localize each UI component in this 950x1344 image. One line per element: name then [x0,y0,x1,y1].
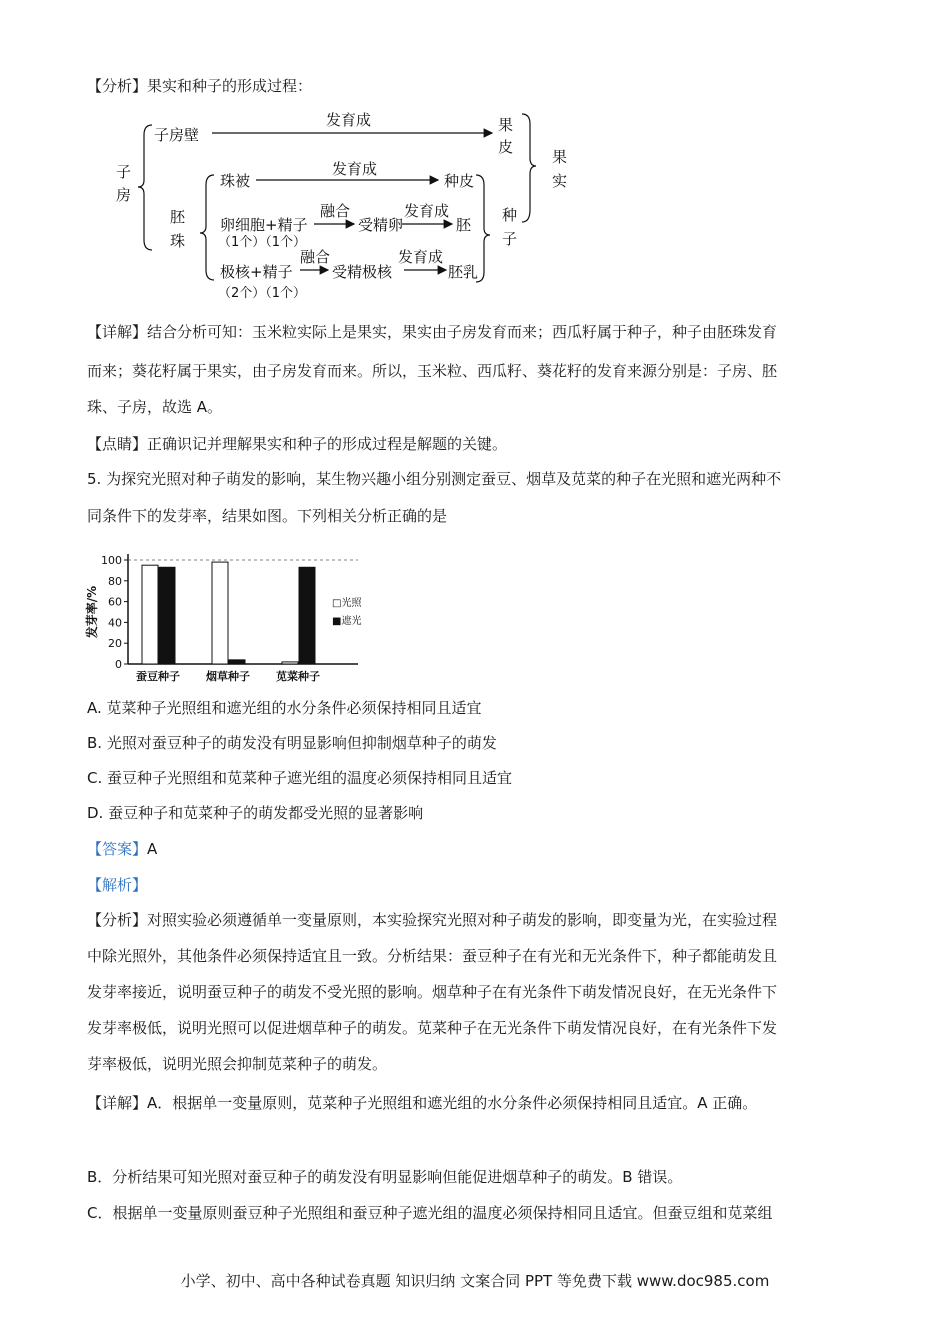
y-axis-label: 发芽率/% [85,585,99,639]
detail2-line-2: B．分析结果可知光照对蚕豆种子的萌发没有明显影响但能促进烟草种子的萌发。B 错误。 [87,1168,683,1186]
question5-line-1: 5. 为探究光照对种子萌发的影响，某生物兴趣小组分别测定蚕豆、烟草及苋菜的种子在光照和遮光两种不 [87,470,782,488]
detail2-line-1: 【详解】A．根据单一变量原则，苋菜种子光照组和遮光组的水分条件必须保持相同且适宜。A 正确。 [87,1094,758,1112]
footer: 小学、初中、高中各种试卷真题 知识归纳 文案合同 PPT 等免费下载 www.doc985.com [180,1272,770,1290]
category-label: 苋菜种子 [276,670,320,683]
tip1: 【点睛】正确识记并理解果实和种子的形成过程是解题的关键。 [87,435,508,453]
answer-value: A [147,840,158,858]
fruit-1: 果 [552,148,568,166]
fruit-seed-diagram [100,100,600,310]
polar-counts: （2个）（1个） [218,286,307,301]
category-label: 烟草种子 [206,670,250,683]
answer-line [87,839,157,859]
legend-label: ■遮光 [332,616,362,627]
fertilized-polar: 受精极核 [332,263,393,281]
germination-chart [84,546,374,688]
analysis2-line-4: 发芽率极低，说明光照可以促进烟草种子的萌发。苋菜种子在无光条件下萌发情况良好，在有光条件下发 [87,1019,778,1037]
option-a: A. 苋菜种子光照组和遮光组的水分条件必须保持相同且适宜 [87,699,482,717]
seed-2: 子 [502,230,518,248]
peel-2: 皮 [498,138,514,156]
fuse-label-1: 融合 [320,202,351,220]
y-tick-label: 40 [108,616,122,630]
zygote: 受精卵 [358,216,404,234]
egg-counts: （1个）（1个） [218,235,307,250]
y-tick-label: 80 [108,574,122,588]
bar-light [282,662,298,664]
ovary-wall: 子房壁 [154,126,200,144]
peel-1: 果 [498,116,514,134]
detail1-line-3: 珠、子房，故选 A。 [87,398,223,416]
y-tick-label: 100 [101,554,122,567]
bar-light [212,562,228,664]
develop-label-2: 发育成 [332,160,378,178]
analysis2-line-3: 发芽率接近，说明蚕豆种子的萌发不受光照的影响。烟草种子在有光条件下萌发情况良好，在无光条件下 [87,983,778,1001]
y-tick-label: 60 [108,595,122,609]
category-label: 蚕豆种子 [136,670,180,683]
develop-label-3: 发育成 [404,202,450,220]
analysis2-line-2: 中除光照外，其他条件必须保持适宜且一致。分析结果：蚕豆种子在有光和无光条件下，种子都能萌发且 [87,947,778,965]
develop-label-1: 发育成 [326,111,372,129]
analysis2-line-5: 芽率极低，说明光照会抑制苋菜种子的萌发。 [87,1055,388,1073]
detail1-line-1: 【详解】结合分析可知：玉米粒实际上是果实，果实由子房发育而来；西瓜籽属于种子，种子由胚珠发育 [87,323,778,341]
ovule-1: 胚 [170,208,186,226]
ovary-label-2: 房 [116,186,132,204]
analysis-heading: 【分析】果实和种子的形成过程： [87,77,313,95]
option-b: B. 光照对蚕豆种子的萌发没有明显影响但抑制烟草种子的萌发 [87,734,497,752]
bar-dark [159,567,175,664]
egg-sperm: 卵细胞+精子 [220,216,308,234]
fruit-2: 实 [552,172,568,190]
y-tick-label: 20 [108,637,122,651]
option-c: C. 蚕豆种子光照组和苋菜种子遮光组的温度必须保持相同且适宜 [87,769,513,787]
bar-light [142,565,158,664]
ovary-label-1: 子 [116,163,132,181]
develop-label-4: 发育成 [398,248,444,266]
embryo: 胚 [456,216,472,234]
option-d: D. 蚕豆种子和苋菜种子的萌发都受光照的显著影响 [87,804,424,822]
fuse-label-2: 融合 [300,248,331,266]
analysis2-line-1: 【分析】对照实验必须遵循单一变量原则，本实验探究光照对种子萌发的影响，即变量为光，在实验过程 [87,911,778,929]
ovule-2: 珠 [170,232,186,250]
question5-line-2: 同条件下的发芽率，结果如图。下列相关分析正确的是 [87,507,448,525]
endosperm: 胚乳 [448,263,479,281]
detail1-line-2: 而来；葵花籽属于果实，由子房发育而来。所以，玉米粒、西瓜籽、葵花籽的发育来源分别是：子房、胚 [87,362,778,380]
legend-label: □光照 [332,598,362,609]
polar-sperm: 极核+精子 [220,263,293,281]
bar-dark [299,567,315,664]
detail2-line-3: C．根据单一变量原则蚕豆种子光照组和蚕豆种子遮光组的温度必须保持相同且适宜。但蚕豆组和苋菜组 [87,1204,773,1222]
answer-label: 【答案】 [87,840,148,858]
integument: 珠被 [220,172,251,190]
seed-1: 种 [502,206,518,224]
bar-dark [229,660,245,664]
explain-label: 【解析】 [87,876,148,894]
y-tick-label: 0 [115,658,122,671]
seed-coat: 种皮 [444,172,475,190]
